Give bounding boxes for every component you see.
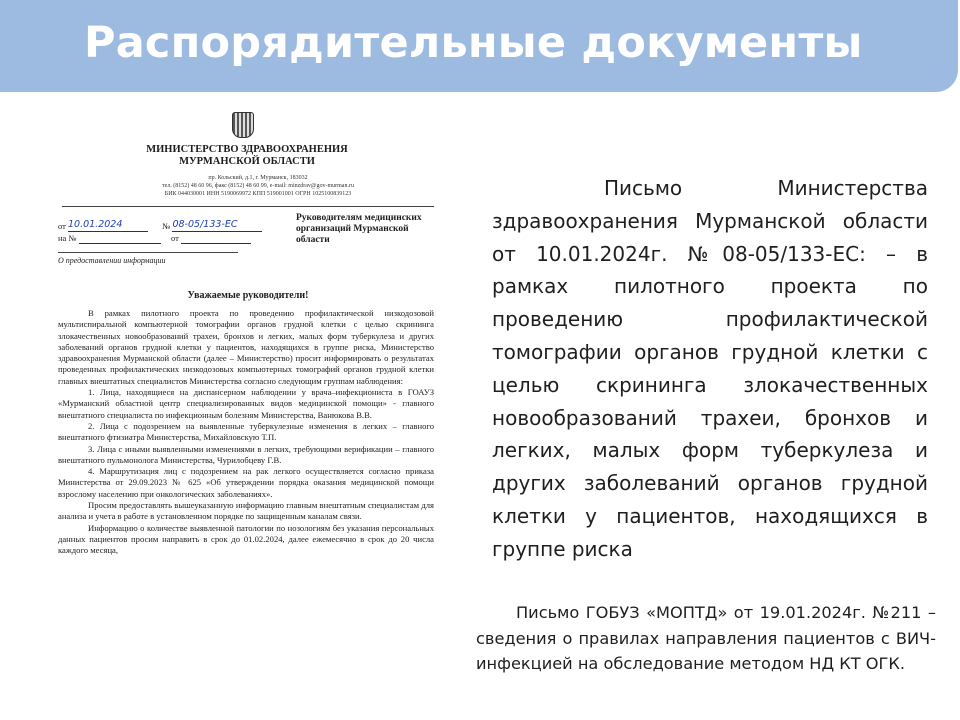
ministry-letter-description: Письмо Министерства здравоохранения Мурманской области от 10.01.2024г. №08-05/133-ЕС: – в рамках пилотного проекта по проведению профилактической томографии органов грудной клетки с целью скрининга злокачественных новообразований трахеи, бронхов и легких, малых форм туберкулеза и других заболеваний органов грудной клетки у пациентов, находящихся в группе риска	[492, 176, 928, 561]
letter-recipient: Руководителям медицинских организаций Мурманской области	[296, 213, 422, 245]
letterhead-bank-details: БИК 044030001 ИНН 5190069972 КПП 519001001 ОГРН 1025100839123	[164, 191, 352, 197]
letterhead-ministry-name: МИНИСТЕРСТВО ЗДРАВООХРАНЕНИЯ МУРМАНСКОЙ ОБЛАСТИ	[146, 144, 348, 167]
letter-paragraph: 2. Лица с подозрением на выявленные туберкулезные изменения в легких – главного внештатного фтизиатра Министерства, Михайловскую Т.П.	[58, 420, 434, 443]
reference-number-label: на №	[58, 233, 77, 243]
letterhead-phone: тел. (8152) 48 60 96, факс (8152) 48 60 99, e-mail: minzdrav@gov-murman.ru	[162, 183, 354, 189]
letter-body	[58, 308, 434, 557]
letter-paragraph: Просим предоставлять вышеуказанную информацию главным внештатным специалистам для анализа и учета в работе в установленном порядке по защищенным каналам связи.	[58, 500, 434, 522]
reference-date-label: от	[170, 233, 179, 243]
letter-subject: О предоставлении информации	[58, 256, 166, 265]
date-label: от	[58, 221, 66, 231]
letter-paragraph: В рамках пилотного проекта по проведению профилактической низкодозовой мультиспиральной компьютерной томографии органов грудной клетки с целью скрининга злокачественных новообразований трахеи, бронхов и легких, малых форм туберкулеза и других заболеваний органов грудной клетки у пациентов, находящихся в группе риска, Министерство здравоохранения Мурманской области (далее – Министерство) просит информировать о результатах проведенных профилактических низкодозовых компьютерных томографий органов грудной клетки главных внештатных специалистов Министерства согласно следующим группам наблюдения:	[58, 308, 434, 386]
number-label: №	[162, 221, 171, 231]
coat-of-arms-icon	[232, 112, 254, 138]
moptd-letter-description: Письмо ГОБУЗ «МОПТД» от 19.01.2024г. №211 – сведения о правилах направления пациентов с ВИЧ-инфекцией на обследование методом НД КТ ОГК.	[476, 603, 936, 673]
registration-divider	[58, 252, 238, 253]
handwritten-number: 08-05/133-ЕС	[172, 219, 238, 230]
letter-paragraph: 4. Маршрутизация лиц с подозрением на рак легкого осуществляется согласно приказа Министерства от 29.09.2023 № 625 «Об утверждении порядка оказания медицинской помощи взрослому населению при онкологических заболеваниях».	[58, 466, 434, 499]
letter-paragraph: 1. Лица, находящиеся на диспансерном наблюдении у врача–инфекциониста в ГОАУЗ «Мурманский областной центр специализированных видов медицинской помощи» - главного внештатного специалиста по инфекционным болезням Министерства, Ванюкова В.В.	[58, 387, 434, 420]
letterhead-divider	[62, 206, 434, 207]
letter-paragraph: 3. Лица с иными выявленными изменениями в легких, требующими верификации – главного внештатного пульмонолога Министерства, Чурилобцеву Г.В.	[58, 443, 434, 465]
title-banner	[0, 0, 958, 92]
reference-line	[58, 232, 298, 246]
registration-line	[58, 218, 298, 232]
letterhead-contacts	[138, 174, 378, 198]
handwritten-date: 10.01.2024	[67, 219, 123, 230]
letter-salutation: Уважаемые руководители!	[187, 290, 309, 301]
letter-paragraph: Информацию о количестве выявленной патологии по нозологиям без указания персональных данных пациентов просим направить в срок до 01.02.2024, далее ежемесячно в срок до 20 числа каждого месяца,	[58, 522, 434, 556]
slide-title: Распорядительные документы	[84, 18, 863, 68]
scanned-letter	[52, 106, 444, 718]
letterhead-address: пр. Кольский, д.1, г. Мурманск, 183032	[208, 175, 308, 181]
